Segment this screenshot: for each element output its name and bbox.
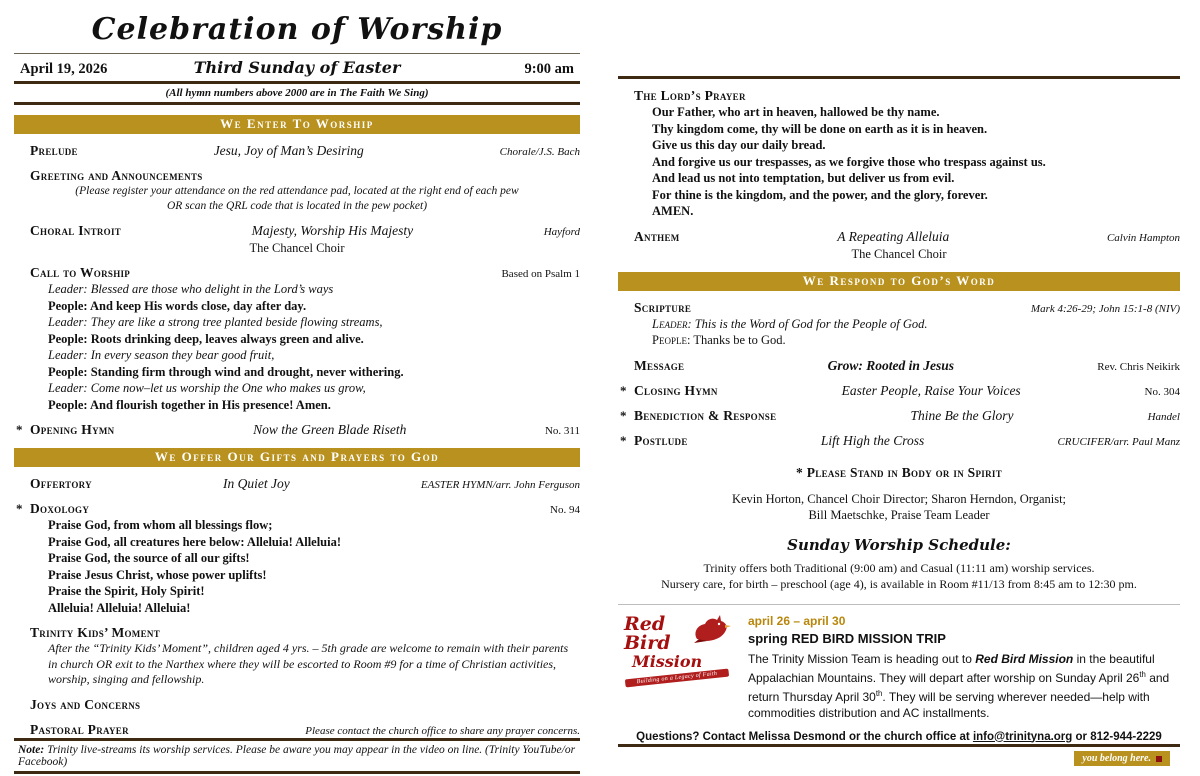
program-item bbox=[14, 223, 580, 256]
program-line: And forgive us our trespasses, as we forgive those who trespass against us. bbox=[652, 154, 1046, 169]
program-right-note: CRUCIFER/arr. Paul Manz bbox=[1057, 435, 1180, 448]
music-staff-credits bbox=[618, 491, 1180, 524]
program-right-note: Based on Psalm 1 bbox=[501, 268, 580, 280]
program-line: OR scan the QRL code that is located in the pew pocket) bbox=[166, 200, 428, 212]
program-title: Lift High the Cross bbox=[820, 432, 925, 448]
program-item bbox=[14, 476, 580, 492]
right-program-list bbox=[618, 79, 1180, 449]
program-item bbox=[618, 383, 1180, 399]
mission-dates: april 26 – april 30 bbox=[748, 613, 846, 628]
left-program-list bbox=[14, 105, 580, 738]
program-row bbox=[618, 229, 1180, 245]
program-row bbox=[618, 383, 1180, 399]
program-right-note: EASTER HYMN/arr. John Ferguson bbox=[420, 479, 580, 491]
program-item bbox=[618, 229, 1180, 262]
credit-line: Kevin Horton, Chancel Choir Director; Sharon Herndon, Organist; bbox=[731, 491, 1067, 506]
stand-asterisk: * bbox=[620, 407, 627, 423]
stand-asterisk: * bbox=[620, 382, 627, 398]
program-right-note: No. 304 bbox=[1144, 385, 1180, 398]
program-line bbox=[652, 316, 1180, 333]
program-row bbox=[14, 625, 580, 641]
service-time: 9:00 am bbox=[524, 61, 574, 77]
program-row bbox=[14, 265, 580, 281]
right-column bbox=[618, 8, 1180, 766]
logo-word: Red bbox=[624, 612, 666, 635]
text-fragment: The Trinity Mission Team is heading out to bbox=[748, 651, 976, 666]
program-subtitle: The Chancel Choir bbox=[249, 241, 345, 255]
program-title: Grow: Rooted in Jesus bbox=[827, 357, 955, 373]
program-item bbox=[618, 433, 1180, 449]
program-row bbox=[618, 88, 1180, 104]
line-prefix: Leader: bbox=[652, 316, 692, 331]
program-line: And lead us not into temptation, but deliver us from evil. bbox=[652, 171, 955, 185]
program-row bbox=[14, 722, 580, 738]
program-right-note: Rev. Chris Neikirk bbox=[1097, 360, 1180, 373]
stand-asterisk: * bbox=[16, 501, 23, 516]
logo-tagline-ribbon: Building on a Legacy of Faith bbox=[625, 668, 729, 687]
program-label: Offertory bbox=[30, 476, 92, 491]
program-item bbox=[618, 88, 1180, 220]
program-title: Jesu, Joy of Man’s Desiring bbox=[213, 143, 364, 158]
program-line: Leader: They are like a strong tree planted beside flowing streams, bbox=[48, 315, 383, 329]
program-row bbox=[14, 223, 580, 239]
program-line: Praise God, all creatures here below: Alleluia! Alleluia! bbox=[48, 534, 342, 549]
program-line: People: Roots drinking deep, leaves always green and alive. bbox=[48, 331, 364, 346]
text-fragment: or the church office at bbox=[845, 730, 973, 743]
line-prefix: People: bbox=[652, 333, 691, 347]
program-right-note: Calvin Hampton bbox=[1106, 231, 1180, 244]
program-label: Closing Hymn bbox=[634, 382, 718, 398]
program-item bbox=[14, 143, 580, 159]
program-right-note: Mark 4:26-29; John 15:1-8 (NIV) bbox=[1030, 302, 1180, 315]
credit-line: Bill Maetschke, Praise Team Leader bbox=[808, 508, 990, 522]
program-line: People: And keep His words close, day after day. bbox=[48, 298, 307, 313]
program-item bbox=[14, 625, 580, 688]
program-row bbox=[14, 168, 580, 184]
program-title: A Repeating Alleluia bbox=[837, 228, 950, 244]
program-row bbox=[14, 476, 580, 492]
program-label: Call to Worship bbox=[30, 265, 131, 280]
program-label: The Lord’s Prayer bbox=[634, 88, 746, 103]
program-item bbox=[14, 265, 580, 413]
badge-row bbox=[618, 751, 1180, 766]
program-right-note: Hayford bbox=[543, 226, 580, 238]
logo-word: Mission bbox=[632, 651, 703, 671]
text-fragment: in the beautiful Appalachian Mountains. They will depart after worship on Sunday April 26 bbox=[748, 651, 1155, 685]
left-column bbox=[14, 8, 580, 766]
program-line: People: And flourish together in His presence! Amen. bbox=[48, 397, 331, 412]
program-title: Easter People, Raise Your Voices bbox=[841, 382, 1021, 398]
bottom-rule bbox=[618, 744, 1180, 747]
service-date: April 19, 2026 bbox=[20, 61, 108, 77]
program-line: For thine is the kingdom, and the power, and the glory, forever. bbox=[652, 187, 988, 202]
program-line: After the “Trinity Kids’ Moment”, children aged 4 yrs. – 5th grade are welcome to remain with their parents in church OR exit to the Narthex where they will be escorted to Room #9 for a time of Christian activities, worship, singing and fellowship. bbox=[48, 641, 569, 686]
program-line: Thy kingdom come, thy will be done on earth as it is in heaven. bbox=[652, 121, 988, 136]
program-line: Leader: Come now–let us worship the One who makes us grow, bbox=[48, 381, 366, 395]
program-row bbox=[618, 408, 1180, 424]
livestream-note bbox=[14, 738, 580, 774]
program-line: Leader: Blessed are those who delight in the Lord’s ways bbox=[48, 282, 334, 296]
text-fragment: or 812-944-2229 bbox=[1072, 730, 1162, 743]
program-title: Thine Be the Glory bbox=[910, 407, 1014, 423]
program-label: Postlude bbox=[634, 432, 688, 448]
schedule-title: Sunday Worship Schedule: bbox=[787, 535, 1011, 554]
program-line: Praise God, from whom all blessings flow; bbox=[48, 518, 273, 532]
you-belong-here-badge bbox=[1074, 751, 1170, 766]
text-fragment: Red Bird Mission bbox=[975, 651, 1074, 666]
program-line: AMEN. bbox=[652, 204, 694, 218]
program-line: Praise God, the source of all our gifts! bbox=[48, 551, 250, 565]
program-item bbox=[14, 722, 580, 738]
program-line: Praise Jesus Christ, whose power uplifts! bbox=[48, 567, 267, 582]
stand-asterisk: * bbox=[16, 422, 23, 437]
program-label: Trinity Kids’ Moment bbox=[30, 625, 161, 640]
program-label: Benediction & Response bbox=[634, 407, 777, 423]
program-line: Our Father, who art in heaven, hallowed be thy name. bbox=[652, 105, 940, 119]
program-right-note: No. 311 bbox=[544, 425, 580, 437]
program-label: Prelude bbox=[30, 143, 78, 158]
text-fragment: th bbox=[875, 688, 883, 698]
program-line bbox=[652, 332, 1180, 349]
program-item bbox=[618, 408, 1180, 424]
program-right-note: No. 94 bbox=[550, 504, 580, 516]
text-fragment: and return Thursday April 30 bbox=[748, 670, 1170, 704]
program-item bbox=[14, 501, 580, 616]
program-row bbox=[14, 697, 580, 713]
mission-title: spring RED BIRD MISSION TRIP bbox=[748, 631, 946, 646]
program-row bbox=[618, 433, 1180, 449]
section-banner: We Offer Our Gifts and Prayers to God bbox=[14, 448, 580, 467]
red-bird-mission-logo bbox=[618, 613, 736, 721]
bottom-block bbox=[618, 744, 1180, 766]
text-fragment: th bbox=[1139, 669, 1146, 679]
program-row bbox=[618, 300, 1180, 316]
program-label: Pastoral Prayer bbox=[30, 721, 129, 737]
program-label: Greeting and Announcements bbox=[30, 168, 203, 183]
text-fragment: . They will be serving wherever needed—help with commodities distribution and AC installments. bbox=[748, 689, 1150, 720]
program-row bbox=[14, 422, 580, 438]
program-right-note: Chorale/J.S. Bach bbox=[499, 146, 580, 158]
badge-text: you belong here. bbox=[1082, 753, 1151, 764]
program-line: Praise the Spirit, Holy Spirit! bbox=[48, 584, 205, 598]
mission-content bbox=[618, 613, 1180, 721]
date-row bbox=[14, 53, 580, 81]
note-text: Trinity live-streams its worship services. Please be aware you may appear in the video on line. (Trinity YouTube/or Facebook) bbox=[18, 743, 576, 768]
program-right-note: Please contact the church office to share any prayer concerns. bbox=[305, 724, 580, 737]
badge-dot-icon bbox=[1156, 756, 1162, 762]
masthead bbox=[14, 8, 580, 105]
worship-schedule bbox=[618, 560, 1180, 592]
mission-body bbox=[748, 651, 1180, 721]
program-label: Scripture bbox=[634, 299, 692, 315]
program-label: Doxology bbox=[30, 501, 90, 516]
program-item bbox=[14, 697, 580, 713]
program-title: Now the Green Blade Riseth bbox=[253, 422, 407, 437]
program-label: Opening Hymn bbox=[30, 422, 115, 437]
section-banner: We Enter To Worship bbox=[14, 115, 580, 134]
program-line: Alleluia! Alleluia! Alleluia! bbox=[48, 600, 191, 615]
section-banner: We Respond to God’s Word bbox=[618, 272, 1180, 291]
mission-contact-line bbox=[618, 731, 1180, 743]
program-title: In Quiet Joy bbox=[223, 476, 290, 491]
program-right-note: Handel bbox=[1147, 410, 1180, 423]
program-label: Choral Introit bbox=[30, 223, 122, 238]
program-line: Leader: In every season they bear good fruit, bbox=[48, 348, 275, 362]
page-title: Celebration of Worship bbox=[91, 12, 503, 47]
program-row bbox=[14, 143, 580, 159]
hymn-numbers-note: (All hymn numbers above 2000 are in The Faith We Sing) bbox=[14, 81, 580, 105]
program-title: Majesty, Worship His Majesty bbox=[251, 223, 414, 238]
program-item bbox=[14, 168, 580, 214]
program-subtitle: The Chancel Choir bbox=[851, 246, 947, 261]
cardinal-bird-icon bbox=[690, 613, 732, 652]
program-line: Give us this day our daily bread. bbox=[652, 138, 826, 152]
email-link[interactable]: info@trinityna.org bbox=[972, 730, 1073, 743]
program-row bbox=[14, 501, 580, 517]
mission-announcement bbox=[618, 604, 1180, 743]
program-item bbox=[618, 358, 1180, 374]
program-line: People: Standing firm through wind and drought, never withering. bbox=[48, 364, 404, 379]
program-label: Message bbox=[634, 357, 685, 373]
service-subtitle: Third Sunday of Easter bbox=[193, 58, 401, 77]
line-text: Thanks be to God. bbox=[690, 333, 786, 347]
note-label: Note: bbox=[18, 743, 45, 756]
program-label: Joys and Concerns bbox=[30, 696, 141, 712]
logo-word: Bird bbox=[624, 631, 671, 654]
schedule-line: Trinity offers both Traditional (9:00 am) and Casual (11:11 am) worship services. bbox=[703, 560, 1095, 575]
program-item bbox=[618, 300, 1180, 349]
program-item bbox=[14, 422, 580, 438]
mission-text bbox=[748, 613, 1180, 721]
stand-asterisk: * bbox=[620, 432, 627, 448]
schedule-line: Nursery care, for birth – preschool (age 4), is available in Room #11/13 from 8:45 am to 12:30 pm. bbox=[661, 576, 1137, 591]
line-text: This is the Word of God for the People of God. bbox=[691, 316, 928, 331]
program-line: (Please register your attendance on the red attendance pad, located at the right end of each pew bbox=[75, 185, 519, 197]
text-fragment: Questions? Contact Melissa Desmond bbox=[636, 730, 846, 743]
program-label: Anthem bbox=[634, 228, 680, 244]
program-row bbox=[618, 358, 1180, 374]
stand-instruction: * Please Stand in Body or in Spirit bbox=[796, 464, 1002, 480]
